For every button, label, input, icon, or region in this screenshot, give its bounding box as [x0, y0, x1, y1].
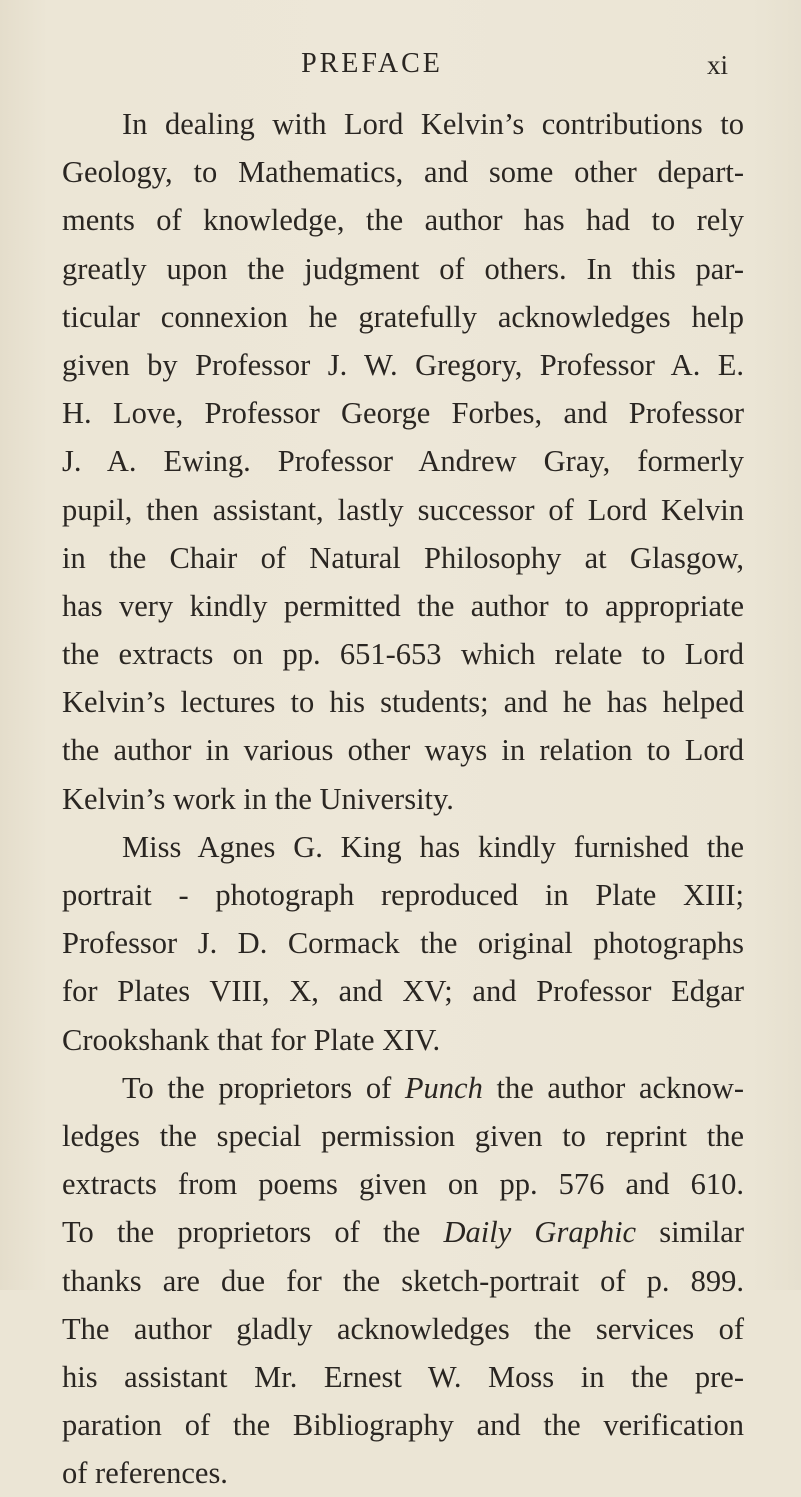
- italic-title: Punch: [404, 1070, 483, 1105]
- text-line: portrait - photograph reproduced in Plate XIII;: [62, 878, 744, 912]
- text-line: the author in various other ways in relation to Lord: [62, 733, 744, 768]
- text-line: H. Love, Professor George Forbes, and Professor: [62, 396, 744, 431]
- text-segment: the author acknow-: [482, 1070, 745, 1105]
- text-line: [62, 1208, 744, 1256]
- text-line: for Plates VIII, X, and XV; and Professor Edgar: [62, 974, 744, 1009]
- text-line: given by Professor J. W. Gregory, Professor A. E.: [62, 347, 744, 382]
- text-line: Professor J. D. Cormack the original photographs: [62, 926, 744, 961]
- text-line: The author gladly acknowledges the services of: [62, 1311, 744, 1346]
- text-line: In dealing with Lord Kelvin’s contributions to: [122, 107, 744, 141]
- text-line: Crookshank that for Plate XIV.: [62, 1022, 441, 1057]
- body-text: [62, 100, 744, 1497]
- text-line: in the Chair of Natural Philosophy at Glasgow,: [62, 540, 744, 575]
- text-line: Kelvin’s lectures to his students; and he has helped: [62, 685, 744, 720]
- italic-title: Daily Graphic: [443, 1215, 637, 1250]
- text-line: Geology, to Mathematics, and some other depart-: [62, 155, 744, 190]
- text-line: his assistant Mr. Ernest W. Moss in the pre-: [62, 1359, 744, 1394]
- paragraph-2: [62, 823, 744, 1064]
- text-line: of references.: [62, 1456, 228, 1491]
- text-line: ledges the special permission given to reprint the: [62, 1118, 744, 1153]
- text-line: ticular connexion he gratefully acknowledges help: [62, 299, 744, 334]
- text-line: Miss Agnes G. King has kindly furnished the: [122, 829, 744, 864]
- text-line: has very kindly permitted the author to appropriate: [62, 588, 744, 623]
- text-segment: To the proprietors of: [122, 1070, 405, 1105]
- running-title: PREFACE: [301, 48, 443, 79]
- text-line: Kelvin’s work in the University.: [62, 781, 454, 816]
- text-line: greatly upon the judgment of others. In this par-: [62, 251, 744, 286]
- text-line: thanks are due for the sketch-portrait of p. 899.: [62, 1263, 744, 1298]
- text-line: [62, 1064, 744, 1112]
- paragraph-1: [62, 100, 744, 823]
- text-segment: similar: [636, 1215, 744, 1250]
- text-line: ments of knowledge, the author has had to rely: [62, 203, 744, 238]
- text-line: extracts from poems given on pp. 576 and 610.: [62, 1167, 744, 1202]
- page-number: xi: [706, 50, 728, 80]
- text-line: pupil, then assistant, lastly successor of Lord Kelvin: [62, 492, 744, 527]
- paragraph-3: [62, 1064, 744, 1497]
- running-head: [62, 48, 728, 82]
- text-segment: To the proprietors of the: [62, 1215, 444, 1250]
- text-line: paration of the Bibliography and the verification: [62, 1408, 744, 1443]
- text-line: the extracts on pp. 651-653 which relate to Lord: [62, 637, 744, 672]
- text-line: J. A. Ewing. Professor Andrew Gray, formerly: [62, 444, 744, 479]
